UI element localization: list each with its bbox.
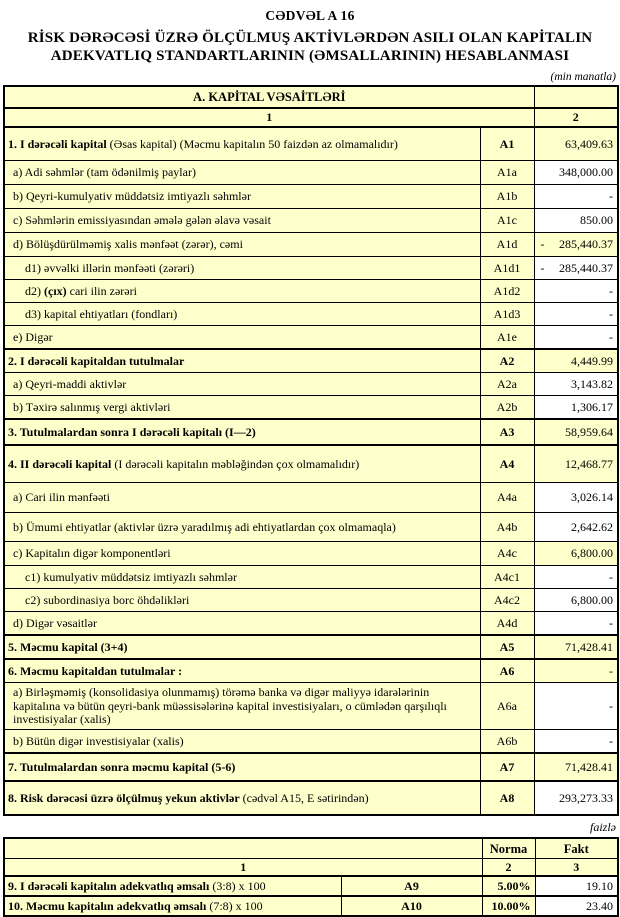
norma-header-cell: Norma: [482, 838, 535, 859]
row-code: A4d: [480, 612, 534, 636]
row-code: A5: [480, 635, 534, 659]
table-row: [4, 209, 618, 233]
row-code: A4c: [480, 542, 534, 566]
row-value: - 285,440.37: [534, 257, 618, 280]
table-row: [4, 127, 618, 161]
ratio-col3-header-cell: 3: [535, 859, 618, 877]
row-label: 6. Məcmu kapitaldan tutulmalar :: [4, 659, 480, 683]
capital-table-body: [4, 86, 618, 815]
row-label: 4. II dərəcəli kapital (I dərəcəli kapitalın məbləğindən çox olmamalıdır): [4, 445, 480, 483]
row-value: 3,143.82: [534, 373, 618, 396]
row-label: d) Digər vəsaitlər: [4, 612, 480, 636]
fakt-header-cell: Fakt: [535, 838, 618, 859]
table-row: [4, 161, 618, 185]
row-label: 7. Tutulmalardan sonra məcmu kapital (5-6): [4, 753, 480, 781]
ratio-table-column-number-row: [4, 859, 618, 877]
row-label: d2) (çıx) cari ilin zərəri: [4, 280, 480, 303]
table-row: [4, 280, 618, 303]
table-row: [4, 683, 618, 730]
table-row: [4, 373, 618, 396]
ratio-col1-header-cell: 1: [4, 859, 482, 877]
row-value: 58,959.64: [534, 419, 618, 445]
row-code: A1d: [480, 233, 534, 257]
table-row: [4, 445, 618, 483]
table-row: [4, 349, 618, 373]
table-row: [4, 542, 618, 566]
table-row: [4, 483, 618, 513]
table-row: [4, 396, 618, 420]
row-value: -: [534, 659, 618, 683]
negative-sign: -: [540, 260, 545, 275]
negative-sign: -: [540, 237, 545, 252]
row-code: A6b: [480, 730, 534, 754]
row-fakt-value: 19.10: [535, 876, 618, 896]
row-label: 8. Risk dərəcəsi üzrə ölçülmuş yekun aktivlər (cədvəl A15, E sətirindən): [4, 781, 480, 815]
row-label: 1. I dərəcəli kapital (Əsas kapital) (Məcmu kapitalın 50 faizdən az olmamalıdır): [4, 127, 480, 161]
row-value: -: [534, 566, 618, 589]
row-value: -: [534, 280, 618, 303]
row-label: d3) kapital ehtiyatları (fondları): [4, 303, 480, 326]
row-code: A1: [480, 127, 534, 161]
row-label: 2. I dərəcəli kapitaldan tutulmalar: [4, 349, 480, 373]
row-label: b) Qeyri-kumulyativ müddətsiz imtiyazlı səhmlər: [4, 185, 480, 209]
row-value: 348,000.00: [534, 161, 618, 185]
row-code: A1d2: [480, 280, 534, 303]
row-label: 9. I dərəcəli kapitalın adekvatlıq əmsalı (3:8) x 100: [4, 876, 341, 896]
table-row: [4, 303, 618, 326]
row-code: A1a: [480, 161, 534, 185]
col1-header-cell: 1: [4, 108, 534, 127]
row-value: 71,428.41: [534, 753, 618, 781]
row-label: c1) kumulyativ müddətsiz imtiyazlı səhmlər: [4, 566, 480, 589]
table-row: [4, 730, 618, 754]
row-value: 6,800.00: [534, 542, 618, 566]
col2-header-cell: 2: [534, 108, 618, 127]
row-value: -: [534, 326, 618, 350]
row-code: A1d3: [480, 303, 534, 326]
row-label: a) Birləşməmiş (konsolidasiya olunmamış) törəmə banka və digər maliyyə idarələrinin kapitalına və bütün qeyri-bank müəssisələrinə kapital investisiyaları, o cümlədən qarşılıqlı investisiyalar (xalis): [4, 683, 480, 730]
row-code: A10: [341, 896, 482, 916]
row-value: 4,449.99: [534, 349, 618, 373]
table-row: [4, 185, 618, 209]
table-row: [4, 419, 618, 445]
capital-table: [3, 85, 619, 816]
table-row: [4, 781, 618, 815]
row-value: -: [534, 612, 618, 636]
row-code: A7: [480, 753, 534, 781]
section-header-empty-cell: [534, 86, 618, 108]
table-row: [4, 513, 618, 542]
row-code: A2b: [480, 396, 534, 420]
row-code: A1e: [480, 326, 534, 350]
row-code: A3: [480, 419, 534, 445]
row-value: -: [534, 730, 618, 754]
row-code: A4: [480, 445, 534, 483]
row-value: 1,306.17: [534, 396, 618, 420]
row-code: A4b: [480, 513, 534, 542]
row-label: a) Qeyri-maddi aktivlər: [4, 373, 480, 396]
page-title-line2: ADEKVATLIQ STANDARTLARININ (ƏMSALLARININ) HESABLANMASI: [50, 47, 570, 64]
row-value: 850.00: [534, 209, 618, 233]
ratio-table-body: [4, 838, 618, 916]
row-label: d1) əvvəlki illərin mənfəəti (zərəri): [4, 257, 480, 280]
row-label: b) Ümumi ehtiyatlar (aktivlər üzrə yaradılmış adi ehtiyatlardan çox olmamaqla): [4, 513, 480, 542]
ratio-table-header-row: [4, 838, 618, 859]
row-label: b) Təxirə salınmış vergi aktivləri: [4, 396, 480, 420]
row-norma-value: 5.00%: [482, 876, 535, 896]
page-title: [0, 30, 620, 65]
row-code: A1b: [480, 185, 534, 209]
table-row: [4, 612, 618, 636]
row-label: 5. Məcmu kapital (3+4): [4, 635, 480, 659]
row-value: 2,642.62: [534, 513, 618, 542]
row-label: e) Digər: [4, 326, 480, 350]
row-label: d) Bölüşdürülməmiş xalis mənfəət (zərər), cəmi: [4, 233, 480, 257]
table-label: CƏDVƏL A 16: [265, 8, 355, 23]
row-code: A1c: [480, 209, 534, 233]
row-value: 293,273.33: [534, 781, 618, 815]
table-row: [4, 326, 618, 350]
table-row: [4, 753, 618, 781]
row-label: c) Səhmlərin emissiyasından əmələ gələn əlavə vəsait: [4, 209, 480, 233]
row-code: A4c1: [480, 566, 534, 589]
table-row: [4, 257, 618, 280]
row-code: A8: [480, 781, 534, 815]
row-code: A2a: [480, 373, 534, 396]
row-code: A6a: [480, 683, 534, 730]
unit-note: (min manatla): [550, 71, 616, 84]
row-value: 6,800.00: [534, 589, 618, 612]
row-label: a) Adi səhmlər (tam ödənilmiş paylar): [4, 161, 480, 185]
row-value: 71,428.41: [534, 635, 618, 659]
capital-table-column-number-row: [4, 108, 618, 127]
table-row: [4, 896, 618, 916]
ratio-col2-header-cell: 2: [482, 859, 535, 877]
table-row: [4, 566, 618, 589]
row-value: -: [534, 683, 618, 730]
table-row: [4, 876, 618, 896]
row-code: A9: [341, 876, 482, 896]
row-value: -: [534, 303, 618, 326]
row-label: c) Kapitalın digər komponentləri: [4, 542, 480, 566]
row-code: A6: [480, 659, 534, 683]
row-label: 10. Məcmu kapitalın adekvatlıq əmsalı (7:8) x 100: [4, 896, 341, 916]
percent-note: faizlə: [590, 820, 616, 835]
row-value: 12,468.77: [534, 445, 618, 483]
row-label: b) Bütün digər investisiyalar (xalis): [4, 730, 480, 754]
document-header: [0, 0, 620, 83]
table-row: [4, 233, 618, 257]
row-norma-value: 10.00%: [482, 896, 535, 916]
row-fakt-value: 23.40: [535, 896, 618, 916]
table-row: [4, 635, 618, 659]
row-value: 3,026.14: [534, 483, 618, 513]
table-row: [4, 589, 618, 612]
row-value: - 285,440.37: [534, 233, 618, 257]
row-code: A4a: [480, 483, 534, 513]
row-label: a) Cari ilin mənfəəti: [4, 483, 480, 513]
page-title-line1: RİSK DƏRƏCƏSİ ÜZRƏ ÖLÇÜLMUŞ AKTİVLƏRDƏN ASILI OLAN KAPİTALIN: [27, 30, 593, 46]
ratio-header-empty-cell: [4, 838, 482, 859]
row-label: c2) subordinasiya borc öhdəlikləri: [4, 589, 480, 612]
row-code: A2: [480, 349, 534, 373]
row-code: A1d1: [480, 257, 534, 280]
row-value: 63,409.63: [534, 127, 618, 161]
capital-table-section-header-row: [4, 86, 618, 108]
row-label: 3. Tutulmalardan sonra I dərəcəli kapitalı (I—2): [4, 419, 480, 445]
table-row: [4, 659, 618, 683]
row-code: A4c2: [480, 589, 534, 612]
section-header-cell: A. KAPİTAL VƏSAİTLƏRİ: [4, 86, 534, 108]
ratio-table: [3, 837, 619, 917]
row-value: -: [534, 185, 618, 209]
